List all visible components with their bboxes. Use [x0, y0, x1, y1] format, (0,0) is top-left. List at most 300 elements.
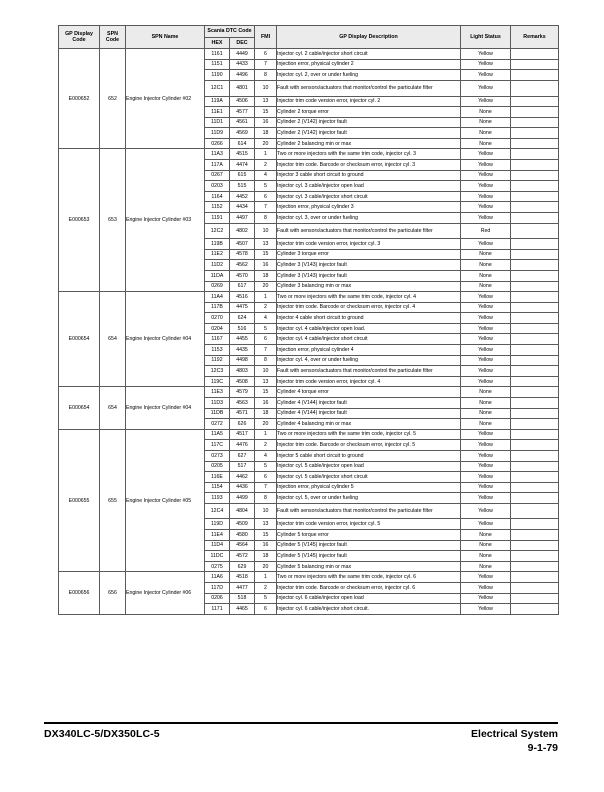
- cell-light-status: Yellow: [461, 81, 511, 97]
- cell-light-status: Yellow: [461, 323, 511, 334]
- cell-scania-dec: 4562: [230, 260, 255, 271]
- cell-scania-dec: 4499: [230, 493, 255, 504]
- table-row: [59, 49, 559, 60]
- table-row: [59, 429, 559, 440]
- cell-description: Injector trim code. Barcode or checksum error, injector cyl. 3: [277, 160, 461, 171]
- cell-light-status: Yellow: [461, 49, 511, 60]
- cell-fmi: 15: [255, 530, 277, 541]
- cell-scania-hex: 12C4: [205, 503, 230, 519]
- cell-scania-hex: 11A4: [205, 292, 230, 303]
- cell-fmi: 18: [255, 270, 277, 281]
- cell-light-status: None: [461, 107, 511, 118]
- cell-remarks: [511, 202, 559, 213]
- cell-fmi: 6: [255, 191, 277, 202]
- cell-scania-dec: 516: [230, 323, 255, 334]
- cell-spn-code: 654: [100, 292, 126, 387]
- cell-description: Injector cyl. 3, over or under fueling: [277, 213, 461, 224]
- cell-scania-dec: 4564: [230, 540, 255, 551]
- cell-remarks: [511, 355, 559, 366]
- cell-scania-dec: 517: [230, 461, 255, 472]
- cell-light-status: Yellow: [461, 355, 511, 366]
- cell-remarks: [511, 302, 559, 313]
- cell-description: Injector cyl. 6 cable/injector open load: [277, 593, 461, 604]
- cell-scania-hex: 119C: [205, 376, 230, 387]
- cell-remarks: [511, 519, 559, 530]
- cell-light-status: Yellow: [461, 59, 511, 70]
- cell-light-status: Yellow: [461, 519, 511, 530]
- cell-description: Injector trim code. Barcode or checksum error, injector cyl. 4: [277, 302, 461, 313]
- cell-remarks: [511, 191, 559, 202]
- cell-scania-hex: 0204: [205, 323, 230, 334]
- cell-scania-hex: 11DC: [205, 551, 230, 562]
- cell-remarks: [511, 181, 559, 192]
- cell-description: Cylinder 3 balancing min or max: [277, 281, 461, 292]
- cell-fmi: 1: [255, 429, 277, 440]
- cell-light-status: Yellow: [461, 70, 511, 81]
- cell-fmi: 16: [255, 260, 277, 271]
- cell-spn-name: Engine Injector Cylinder #04: [126, 387, 205, 429]
- cell-fmi: 15: [255, 249, 277, 260]
- table-header: [59, 26, 559, 49]
- cell-scania-dec: 4436: [230, 482, 255, 493]
- cell-remarks: [511, 345, 559, 356]
- col-header-gp-display-code: GP Display Code: [59, 26, 100, 49]
- cell-spn-name: Engine Injector Cylinder #03: [126, 149, 205, 292]
- cell-scania-hex: 0267: [205, 170, 230, 181]
- cell-scania-dec: 4569: [230, 128, 255, 139]
- cell-remarks: [511, 81, 559, 97]
- cell-remarks: [511, 387, 559, 398]
- cell-description: Cylinder 4 torque error: [277, 387, 461, 398]
- cell-scania-hex: 116E: [205, 472, 230, 483]
- cell-description: Injector cyl. 4 cable/injector open load.: [277, 323, 461, 334]
- cell-fmi: 7: [255, 482, 277, 493]
- cell-scania-dec: 4449: [230, 49, 255, 60]
- cell-description: Cylinder 4 balancing min or max: [277, 419, 461, 430]
- cell-remarks: [511, 117, 559, 128]
- cell-remarks: [511, 540, 559, 551]
- cell-scania-dec: 518: [230, 593, 255, 604]
- cell-scania-hex: 11DA: [205, 270, 230, 281]
- cell-scania-dec: 4801: [230, 81, 255, 97]
- dtc-fault-code-table: [58, 25, 559, 615]
- cell-fmi: 7: [255, 202, 277, 213]
- cell-spn-code: 653: [100, 149, 126, 292]
- cell-fmi: 4: [255, 170, 277, 181]
- cell-fmi: 18: [255, 128, 277, 139]
- cell-remarks: [511, 429, 559, 440]
- cell-scania-dec: 4802: [230, 223, 255, 239]
- cell-spn-name: Engine Injector Cylinder #06: [126, 572, 205, 614]
- cell-description: Injection error, physical cylinder 3: [277, 202, 461, 213]
- cell-remarks: [511, 572, 559, 583]
- cell-light-status: None: [461, 128, 511, 139]
- cell-remarks: [511, 482, 559, 493]
- cell-light-status: Yellow: [461, 334, 511, 345]
- cell-fmi: 18: [255, 551, 277, 562]
- cell-remarks: [511, 376, 559, 387]
- cell-description: Cylinder 3 torque error: [277, 249, 461, 260]
- cell-scania-dec: 4572: [230, 551, 255, 562]
- cell-remarks: [511, 593, 559, 604]
- cell-scania-dec: 515: [230, 181, 255, 192]
- cell-description: Injection error, physical cylinder 2: [277, 59, 461, 70]
- cell-scania-dec: 4452: [230, 191, 255, 202]
- cell-description: Fault with sensors/actuators that monitor/control the particulate filter: [277, 366, 461, 377]
- cell-scania-hex: 0205: [205, 461, 230, 472]
- col-header-hex: HEX: [205, 37, 230, 49]
- cell-remarks: [511, 334, 559, 345]
- cell-fmi: 20: [255, 281, 277, 292]
- footer-content: [44, 728, 558, 754]
- cell-description: Cylinder 2 torque error: [277, 107, 461, 118]
- cell-scania-dec: 4498: [230, 355, 255, 366]
- cell-light-status: None: [461, 387, 511, 398]
- cell-scania-hex: 117B: [205, 302, 230, 313]
- cell-spn-name: Engine Injector Cylinder #04: [126, 292, 205, 387]
- cell-light-status: Yellow: [461, 451, 511, 462]
- cell-gp-display-code: E000655: [59, 429, 100, 572]
- cell-scania-dec: 4509: [230, 519, 255, 530]
- cell-fmi: 20: [255, 419, 277, 430]
- cell-scania-dec: 4434: [230, 202, 255, 213]
- cell-fmi: 16: [255, 540, 277, 551]
- cell-scania-dec: 4433: [230, 59, 255, 70]
- cell-light-status: Yellow: [461, 583, 511, 594]
- cell-spn-code: 655: [100, 429, 126, 572]
- cell-scania-hex: 1191: [205, 213, 230, 224]
- cell-remarks: [511, 96, 559, 107]
- cell-description: Fault with sensors/actuators that monitor/control the particulate filter: [277, 81, 461, 97]
- cell-fmi: 10: [255, 366, 277, 377]
- cell-scania-hex: 1161: [205, 49, 230, 60]
- cell-description: Fault with sensors/actuators that monitor/control the particulate filter: [277, 503, 461, 519]
- cell-remarks: [511, 561, 559, 572]
- cell-scania-hex: 0203: [205, 181, 230, 192]
- cell-light-status: None: [461, 551, 511, 562]
- cell-description: Injection error, physical cylinder 4: [277, 345, 461, 356]
- cell-light-status: Yellow: [461, 572, 511, 583]
- cell-scania-hex: 11A5: [205, 429, 230, 440]
- cell-light-status: None: [461, 281, 511, 292]
- dtc-table-container: [58, 25, 558, 615]
- cell-spn-code: 654: [100, 387, 126, 429]
- table-row: [59, 149, 559, 160]
- cell-remarks: [511, 551, 559, 562]
- cell-description: Cylinder 2 (V142) injector fault: [277, 117, 461, 128]
- cell-scania-dec: 4517: [230, 429, 255, 440]
- cell-description: Two or more injectors with the same trim code, injector cyl. 5: [277, 429, 461, 440]
- cell-light-status: Yellow: [461, 202, 511, 213]
- cell-description: Cylinder 5 torque error: [277, 530, 461, 541]
- cell-fmi: 16: [255, 117, 277, 128]
- cell-scania-hex: 12C3: [205, 366, 230, 377]
- cell-light-status: None: [461, 249, 511, 260]
- cell-scania-dec: 615: [230, 170, 255, 181]
- cell-remarks: [511, 493, 559, 504]
- cell-light-status: Yellow: [461, 429, 511, 440]
- cell-scania-hex: 0269: [205, 281, 230, 292]
- col-header-light-status: Light Status: [461, 26, 511, 49]
- cell-description: Cylinder 5 balancing min or max: [277, 561, 461, 572]
- cell-scania-dec: 4570: [230, 270, 255, 281]
- cell-description: Cylinder 5 (V145) injector fault: [277, 540, 461, 551]
- cell-description: Cylinder 5 (V145) injector fault: [277, 551, 461, 562]
- cell-light-status: Yellow: [461, 345, 511, 356]
- cell-scania-hex: 0275: [205, 561, 230, 572]
- cell-fmi: 8: [255, 70, 277, 81]
- cell-fmi: 8: [255, 213, 277, 224]
- col-header-fmi: FMI: [255, 26, 277, 49]
- cell-fmi: 6: [255, 334, 277, 345]
- cell-fmi: 13: [255, 376, 277, 387]
- cell-remarks: [511, 583, 559, 594]
- cell-scania-hex: 11E1: [205, 107, 230, 118]
- cell-light-status: None: [461, 270, 511, 281]
- cell-description: Injector cyl. 5 cable/injector short circuit: [277, 472, 461, 483]
- cell-scania-dec: 4577: [230, 107, 255, 118]
- cell-description: Injector trim code version error, injector cyl. 4: [277, 376, 461, 387]
- cell-remarks: [511, 107, 559, 118]
- cell-spn-name: Engine Injector Cylinder #05: [126, 429, 205, 572]
- cell-remarks: [511, 138, 559, 149]
- cell-light-status: Yellow: [461, 472, 511, 483]
- cell-scania-hex: 1153: [205, 345, 230, 356]
- cell-scania-dec: 4474: [230, 160, 255, 171]
- cell-description: Injector trim code version error, injector cyl. 3: [277, 239, 461, 250]
- cell-scania-hex: 11D4: [205, 540, 230, 551]
- cell-fmi: 20: [255, 561, 277, 572]
- cell-fmi: 16: [255, 398, 277, 409]
- cell-description: Injector cyl. 4 cable/injector short circuit: [277, 334, 461, 345]
- cell-light-status: None: [461, 408, 511, 419]
- cell-description: Two or more injectors with the same trim code, injector cyl. 4: [277, 292, 461, 303]
- cell-fmi: 1: [255, 292, 277, 303]
- cell-scania-hex: 11E4: [205, 530, 230, 541]
- cell-description: Injector cyl. 5, over or under fueling: [277, 493, 461, 504]
- cell-light-status: Yellow: [461, 503, 511, 519]
- cell-scania-dec: 4506: [230, 96, 255, 107]
- cell-scania-dec: 4462: [230, 472, 255, 483]
- cell-light-status: Yellow: [461, 604, 511, 615]
- cell-gp-display-code: E000654: [59, 292, 100, 387]
- cell-description: Injector trim code version error, injector cyl. 2: [277, 96, 461, 107]
- cell-scania-dec: 4580: [230, 530, 255, 541]
- cell-description: Injector 4 cable short circuit to ground: [277, 313, 461, 324]
- cell-scania-hex: 1164: [205, 191, 230, 202]
- cell-remarks: [511, 530, 559, 541]
- table-body: [59, 49, 559, 615]
- cell-fmi: 1: [255, 572, 277, 583]
- footer-divider: [44, 722, 558, 724]
- cell-description: Cylinder 3 (V143) injector fault: [277, 270, 461, 281]
- cell-scania-hex: 119D: [205, 519, 230, 530]
- cell-scania-dec: 4516: [230, 292, 255, 303]
- cell-description: Injector trim code. Barcode or checksum error, injector cyl. 5: [277, 440, 461, 451]
- cell-fmi: 1: [255, 149, 277, 160]
- cell-scania-dec: 626: [230, 419, 255, 430]
- cell-light-status: Yellow: [461, 191, 511, 202]
- cell-light-status: Yellow: [461, 440, 511, 451]
- cell-fmi: 18: [255, 408, 277, 419]
- footer-model-name: DX340LC-5/DX350LC-5: [44, 728, 160, 741]
- cell-light-status: Yellow: [461, 181, 511, 192]
- cell-scania-dec: 4571: [230, 408, 255, 419]
- cell-remarks: [511, 503, 559, 519]
- cell-light-status: Yellow: [461, 170, 511, 181]
- cell-light-status: Yellow: [461, 313, 511, 324]
- cell-fmi: 13: [255, 96, 277, 107]
- cell-description: Cylinder 3 (V143) injector fault: [277, 260, 461, 271]
- cell-description: Injection error, physical cylinder 5: [277, 482, 461, 493]
- cell-scania-hex: 11E3: [205, 387, 230, 398]
- cell-fmi: 15: [255, 107, 277, 118]
- cell-light-status: Yellow: [461, 366, 511, 377]
- cell-scania-hex: 0272: [205, 419, 230, 430]
- cell-scania-dec: 4561: [230, 117, 255, 128]
- cell-light-status: Yellow: [461, 96, 511, 107]
- cell-scania-hex: 0206: [205, 593, 230, 604]
- page-footer: [44, 722, 558, 754]
- cell-scania-dec: 4475: [230, 302, 255, 313]
- cell-scania-dec: 4496: [230, 70, 255, 81]
- cell-remarks: [511, 70, 559, 81]
- cell-remarks: [511, 366, 559, 377]
- cell-scania-dec: 4465: [230, 604, 255, 615]
- cell-scania-hex: 119B: [205, 239, 230, 250]
- cell-description: Injector 3 cable short circuit to ground: [277, 170, 461, 181]
- cell-remarks: [511, 49, 559, 60]
- cell-description: Fault with sensors/actuators that monitor/control the particulate filter: [277, 223, 461, 239]
- cell-scania-hex: 1192: [205, 355, 230, 366]
- cell-scania-dec: 4435: [230, 345, 255, 356]
- cell-scania-hex: 11A6: [205, 572, 230, 583]
- cell-gp-display-code: E000653: [59, 149, 100, 292]
- footer-section-block: [471, 728, 558, 754]
- cell-description: Injector 5 cable short circuit to ground: [277, 451, 461, 462]
- col-header-gp-display-description: GP Display Description: [277, 26, 461, 49]
- cell-scania-dec: 4455: [230, 334, 255, 345]
- cell-scania-hex: 117D: [205, 583, 230, 594]
- cell-remarks: [511, 59, 559, 70]
- cell-remarks: [511, 281, 559, 292]
- cell-description: Cylinder 2 (V142) injector fault: [277, 128, 461, 139]
- cell-fmi: 15: [255, 387, 277, 398]
- cell-scania-dec: 4578: [230, 249, 255, 260]
- cell-fmi: 10: [255, 223, 277, 239]
- cell-remarks: [511, 223, 559, 239]
- cell-fmi: 13: [255, 239, 277, 250]
- cell-scania-dec: 4477: [230, 583, 255, 594]
- cell-gp-display-code: E000654: [59, 387, 100, 429]
- cell-gp-display-code: E000656: [59, 572, 100, 614]
- cell-remarks: [511, 313, 559, 324]
- cell-fmi: 2: [255, 440, 277, 451]
- cell-fmi: 7: [255, 59, 277, 70]
- cell-remarks: [511, 451, 559, 462]
- cell-fmi: 5: [255, 323, 277, 334]
- cell-scania-dec: 4508: [230, 376, 255, 387]
- cell-fmi: 5: [255, 181, 277, 192]
- table-header-row-primary: [59, 26, 559, 38]
- cell-light-status: None: [461, 117, 511, 128]
- cell-remarks: [511, 170, 559, 181]
- cell-scania-hex: 117C: [205, 440, 230, 451]
- cell-scania-dec: 614: [230, 138, 255, 149]
- cell-description: Injector cyl. 2, over or under fueling: [277, 70, 461, 81]
- cell-fmi: 7: [255, 345, 277, 356]
- cell-description: Two or more injectors with the same trim code, injector cyl. 6: [277, 572, 461, 583]
- cell-remarks: [511, 239, 559, 250]
- cell-scania-hex: 11E2: [205, 249, 230, 260]
- cell-light-status: Yellow: [461, 376, 511, 387]
- cell-remarks: [511, 292, 559, 303]
- col-header-scania-dtc-code: Scania DTC Code: [205, 26, 255, 38]
- cell-fmi: 6: [255, 472, 277, 483]
- cell-light-status: None: [461, 540, 511, 551]
- cell-scania-dec: 627: [230, 451, 255, 462]
- table-row: [59, 572, 559, 583]
- cell-remarks: [511, 440, 559, 451]
- cell-remarks: [511, 419, 559, 430]
- cell-light-status: Yellow: [461, 493, 511, 504]
- cell-description: Two or more injectors with the same trim code, injector cyl. 3: [277, 149, 461, 160]
- cell-fmi: 10: [255, 503, 277, 519]
- col-header-dec: DEC: [230, 37, 255, 49]
- cell-scania-dec: 624: [230, 313, 255, 324]
- cell-light-status: Yellow: [461, 160, 511, 171]
- cell-scania-dec: 4804: [230, 503, 255, 519]
- cell-remarks: [511, 604, 559, 615]
- cell-scania-hex: 12C2: [205, 223, 230, 239]
- cell-scania-hex: 1171: [205, 604, 230, 615]
- cell-description: Cylinder 4 (V144) injector fault: [277, 408, 461, 419]
- cell-remarks: [511, 323, 559, 334]
- cell-description: Injector trim code. Barcode or checksum error, injector cyl. 6: [277, 583, 461, 594]
- cell-light-status: Yellow: [461, 461, 511, 472]
- cell-light-status: Yellow: [461, 482, 511, 493]
- cell-spn-name: Engine Injector Cylinder #02: [126, 49, 205, 149]
- cell-light-status: None: [461, 419, 511, 430]
- cell-remarks: [511, 249, 559, 260]
- cell-scania-dec: 4515: [230, 149, 255, 160]
- cell-scania-hex: 1193: [205, 493, 230, 504]
- cell-scania-hex: 0273: [205, 451, 230, 462]
- cell-light-status: Yellow: [461, 213, 511, 224]
- cell-remarks: [511, 160, 559, 171]
- cell-light-status: None: [461, 561, 511, 572]
- cell-light-status: Red: [461, 223, 511, 239]
- cell-description: Cylinder 4 (V144) injector fault: [277, 398, 461, 409]
- cell-description: Injector cyl. 4, over or under fueling: [277, 355, 461, 366]
- footer-page-number: 9-1-79: [527, 742, 558, 755]
- cell-light-status: None: [461, 260, 511, 271]
- cell-light-status: Yellow: [461, 302, 511, 313]
- cell-scania-dec: 4563: [230, 398, 255, 409]
- cell-fmi: 2: [255, 302, 277, 313]
- cell-scania-dec: 629: [230, 561, 255, 572]
- cell-remarks: [511, 260, 559, 271]
- cell-remarks: [511, 472, 559, 483]
- cell-light-status: None: [461, 138, 511, 149]
- footer-section-title: Electrical System: [471, 728, 558, 741]
- cell-light-status: Yellow: [461, 149, 511, 160]
- col-header-remarks: Remarks: [511, 26, 559, 49]
- cell-remarks: [511, 270, 559, 281]
- cell-scania-hex: 1151: [205, 59, 230, 70]
- cell-fmi: 4: [255, 451, 277, 462]
- cell-light-status: Yellow: [461, 292, 511, 303]
